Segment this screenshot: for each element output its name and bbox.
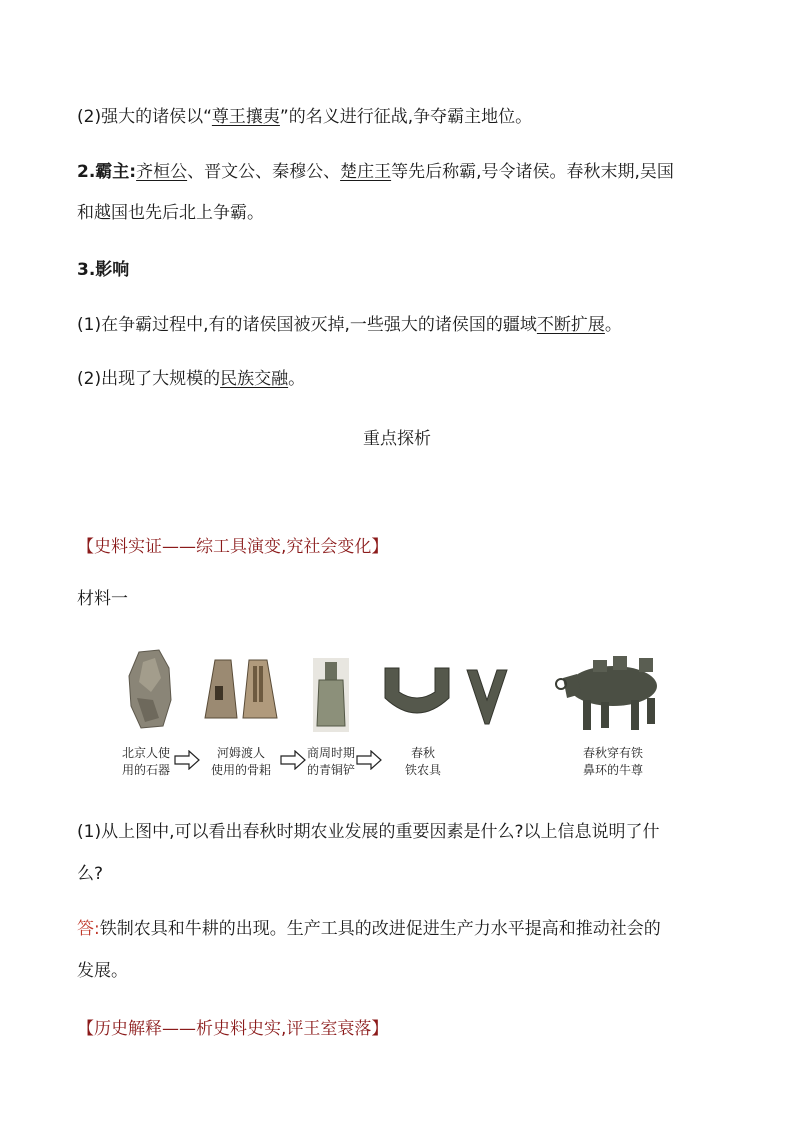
bronze-shovel-icon (311, 656, 351, 734)
question-1-line1: (1)从上图中,可以看出春秋时期农业发展的重要因素是什么?以上信息说明了什 (77, 822, 660, 842)
underlined-term: 尊王攘夷 (211, 107, 280, 127)
ox-zun-icon (553, 648, 669, 734)
arrow-right-icon (173, 750, 201, 770)
material-label: 材料一 (77, 589, 128, 609)
tool-evolution-figure (115, 648, 675, 788)
paragraph-zunwang: (2)强大的诸侯以“尊王攘夷”的名义进行征战,争夺霸主地位。 (77, 107, 533, 127)
section-header-interpretation: 【历史解释——析史料史实,评王室衰落】 (77, 1019, 389, 1039)
section-title: 重点探析 (363, 429, 431, 449)
bone-spade-icon (201, 656, 287, 726)
caption-iron-tool: 春秋 铁农具 (404, 746, 441, 777)
section-header-evidence: 【史料实证——综工具演变,究社会变化】 (77, 537, 389, 557)
stone-tool-icon (125, 648, 173, 730)
answer-label: 答: (77, 919, 100, 939)
caption-ox-zun: 春秋穿有铁 鼻环的牛尊 (582, 746, 643, 777)
paragraph-influence-2: (2)出现了大规模的民族交融。 (77, 369, 306, 389)
caption-bone-spade: 河姆渡人 使用的骨耜 (210, 746, 271, 777)
paragraph-influence-1: (1)在争霸过程中,有的诸侯国被灭掉,一些强大的诸侯国的疆域不断扩展。 (77, 315, 622, 335)
section-label-influence: 3.影响 (77, 260, 130, 280)
paragraph-hegemons-line2: 和越国也先后北上争霸。 (77, 203, 264, 223)
answer-1-line1: 答:铁制农具和牛耕的出现。生产工具的改进促进生产力水平提高和推动社会的 (77, 919, 661, 939)
section-label: 2.霸主: (77, 162, 137, 182)
question-1-line2: 么? (77, 864, 104, 884)
answer-1-line2: 发展。 (77, 961, 128, 981)
paragraph-hegemons: 2.霸主:齐桓公、晋文公、秦穆公、楚庄王等先后称霸,号令诸侯。春秋末期,吴国 (77, 162, 674, 182)
caption-bronze-shovel: 商周时期 的青铜铲 (306, 746, 355, 777)
iron-tool-icon (381, 664, 521, 726)
caption-stone-tool: 北京人使 用的石器 (121, 746, 170, 777)
